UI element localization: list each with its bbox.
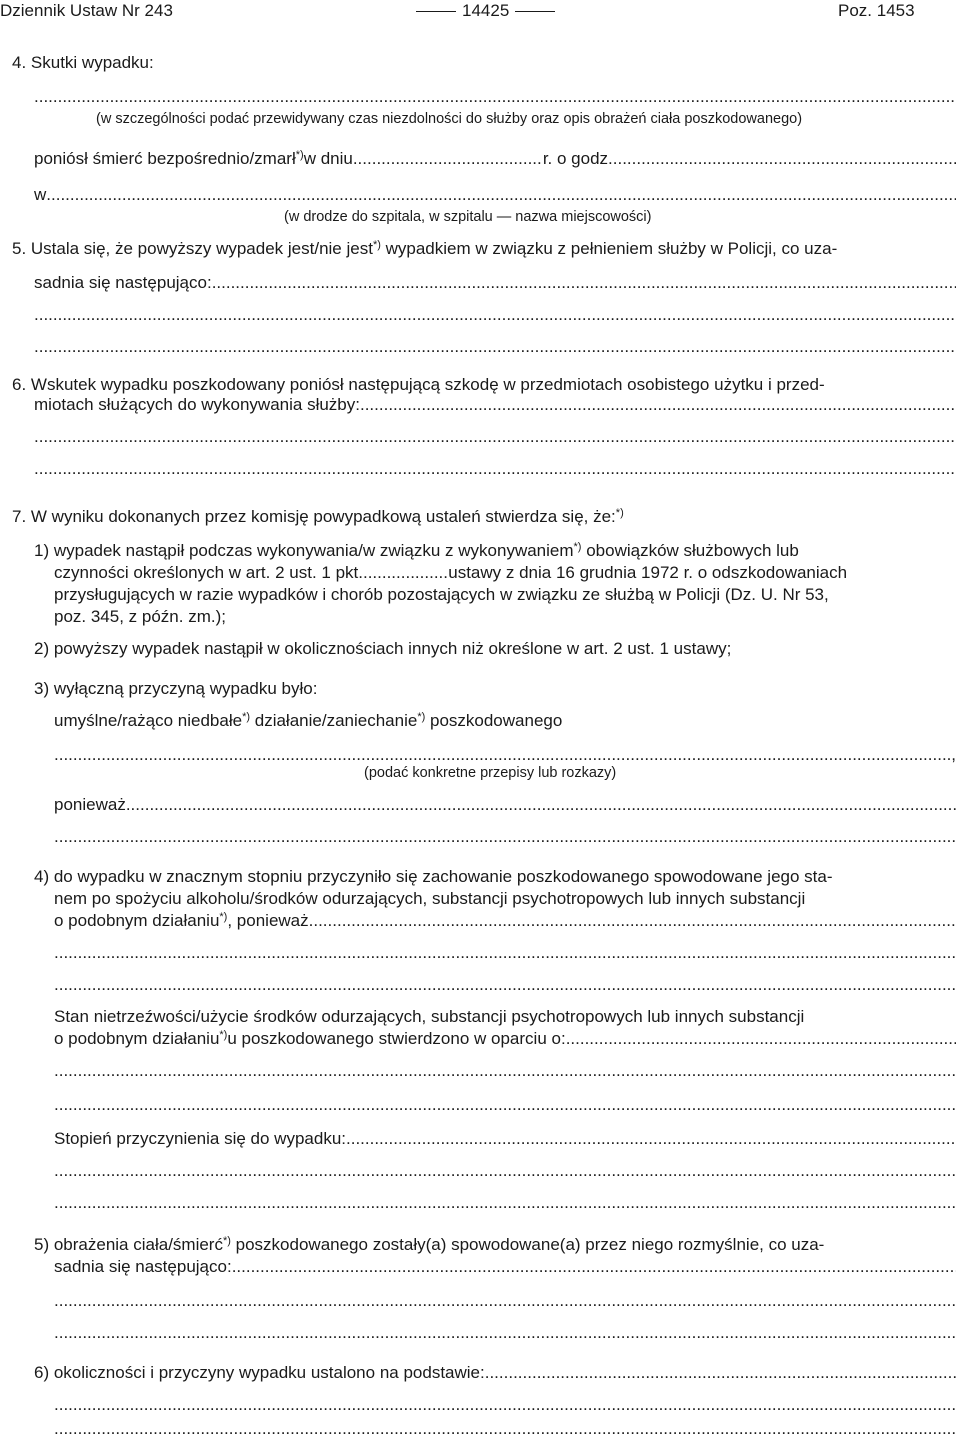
item-3-hint: (podać konkretne przepisy lub rozkazy) <box>364 765 617 781</box>
fill-dots <box>346 1128 956 1150</box>
item-5-line-1 <box>34 1234 824 1258</box>
section-7-text: 7. W wyniku dokonanych przez komisję powypadkową ustaleń stwierdza się, że: <box>12 507 616 526</box>
footnote-mark: *) <box>417 711 426 723</box>
item-3: 3) wyłączną przyczyną wypadku było: <box>34 679 318 698</box>
item-6-text: 6) okoliczności i przyczyny wypadku ustalono na podstawie: <box>34 1363 485 1382</box>
fill-line <box>54 1290 956 1312</box>
degree-line <box>54 1128 956 1150</box>
section-6-line-1: 6. Wskutek wypadku poszkodowany poniósł następującą szkodę w przedmiotach osobistego użytku i przed- <box>12 375 825 394</box>
item-3-because <box>54 794 956 816</box>
footnote-mark: *) <box>242 711 251 723</box>
item-1-line-4: poz. 345, z późn. zm.); <box>54 607 226 626</box>
section-5-text-c: sadnia się następująco: <box>34 273 212 292</box>
fill-line <box>54 1394 956 1416</box>
section-5-text-b: wypadkiem w związku z pełnieniem służby w Policji, co uza- <box>380 239 838 258</box>
section-6-text: miotach służących do wykonywania służby: <box>34 395 360 414</box>
fill-line <box>34 86 956 108</box>
fill-line <box>54 1094 956 1116</box>
item-3-text-c: poszkodowanego <box>425 711 563 730</box>
because-text: ponieważ <box>54 795 126 814</box>
item-1-line-2 <box>54 562 956 584</box>
item-5-text-b: poszkodowanego zostały(a) spowodowane(a) przez niego rozmyślnie, co uza- <box>230 1235 825 1254</box>
section-4-hint: (w szczególności podać przewidywany czas niezdolności do służby oraz opis obrażeń ciała poszkodowanego) <box>96 111 803 127</box>
section-5-line-1 <box>12 238 837 262</box>
page-number-text: 14425 <box>462 1 510 20</box>
fill-line <box>54 1160 956 1182</box>
journal-title: Dziennik Ustaw Nr 243 <box>0 1 173 20</box>
item-4-text-a: o podobnym działaniu <box>54 911 220 930</box>
degree-text: Stopień przyczynienia się do wypadku: <box>54 1129 346 1148</box>
fill-line <box>34 304 956 326</box>
fill-line <box>34 336 956 358</box>
fill-line <box>54 826 956 848</box>
state-text-a: o podobnym działaniu <box>54 1029 220 1048</box>
death-line <box>34 148 956 172</box>
section-4-title: 4. Skutki wypadku: <box>12 53 154 72</box>
item-5-text-c: sadnia się następująco: <box>54 1257 232 1276</box>
item-1-line-1 <box>34 540 799 564</box>
item-1-text-d: ustawy z dnia 16 grudnia 1972 r. o odszkodowaniach <box>448 563 848 582</box>
item-4-text-b: , ponieważ <box>227 911 309 930</box>
section-6-line-2 <box>34 394 956 416</box>
footnote-mark: *) <box>615 507 624 519</box>
item-5-text-a: 5) obrażenia ciała/śmierć <box>34 1235 223 1254</box>
footnote-mark: *) <box>295 149 304 161</box>
comma: , <box>951 745 956 764</box>
dash-right <box>515 11 555 12</box>
hour-label: r. o godz. <box>542 149 613 168</box>
fill-line <box>54 974 956 996</box>
footnote-mark: *) <box>222 1235 231 1247</box>
footnote-mark: *) <box>573 541 582 553</box>
footnote-mark: *) <box>372 239 381 251</box>
item-3-text-a: umyślne/rażąco niedbałe <box>54 711 243 730</box>
item-1-text-a: 1) wypadek nastąpił podczas wykonywania/w związku z wykonywaniem <box>34 541 574 560</box>
item-1-text-c: czynności określonych w art. 2 ust. 1 pkt <box>54 563 359 582</box>
fill-line <box>54 1418 956 1440</box>
death-text: poniósł śmierć bezpośrednio/zmarł <box>34 149 296 168</box>
state-line-1: Stan nietrzeźwości/użycie środków odurzających, substancji psychotropowych lub innych substancji <box>54 1007 805 1026</box>
state-text-b: u poszkodowanego stwierdzono w oparciu o: <box>227 1029 566 1048</box>
fill-line <box>34 426 956 448</box>
fill-dots <box>232 1256 956 1278</box>
section-5-text-a: 5. Ustala się, że powyższy wypadek jest/nie jest <box>12 239 373 258</box>
footnote-mark: *) <box>219 1029 228 1041</box>
item-1-text-b: obowiązków służbowych lub <box>581 541 799 560</box>
section-7-title <box>12 506 624 530</box>
item-6-line <box>34 1362 956 1384</box>
item-4-line-2: nem po spożyciu alkoholu/środków odurzających, substancji psychotropowych lub innych substancji <box>54 889 806 908</box>
fill-line <box>54 942 956 964</box>
fill-dots <box>309 910 956 932</box>
item-3-text-b: działanie/zaniechanie <box>250 711 418 730</box>
fill-line <box>34 458 956 480</box>
dash-left <box>416 11 456 12</box>
fill-dots <box>360 394 956 416</box>
place-line <box>34 184 956 206</box>
item-5-line-2 <box>54 1256 956 1278</box>
fill-dots <box>212 272 956 294</box>
item-3-cause <box>54 710 562 734</box>
page-number <box>410 0 561 22</box>
pkt-dots <box>358 562 448 584</box>
date-label: w dniu <box>303 149 353 168</box>
state-line-2 <box>54 1028 956 1052</box>
fill-line <box>54 1192 956 1214</box>
section-5-line-2 <box>34 272 956 294</box>
fill-dots <box>566 1028 956 1050</box>
hour-dots <box>613 148 956 170</box>
fill-line <box>54 1060 956 1082</box>
place-hint: (w drodze do szpitala, w szpitalu — nazwa miejscowości) <box>284 209 652 225</box>
fill-line <box>54 1322 956 1344</box>
fill-dots <box>485 1362 956 1384</box>
item-2: 2) powyższy wypadek nastąpił w okolicznościach innych niż określone w art. 2 ust. 1 ustawy; <box>34 639 732 658</box>
item-4-line-1: 4) do wypadku w znacznym stopniu przyczyniło się zachowanie poszkodowanego spowodowane jego sta- <box>34 867 833 886</box>
fill-dots <box>126 794 956 816</box>
footnote-mark: *) <box>219 911 228 923</box>
item-1-line-3: przysługujących w razie wypadków i chorób pozostających w związku ze służbą w Policji (Dz. U. Nr 53, <box>54 585 829 604</box>
date-dots <box>353 148 543 170</box>
position-number: Poz. 1453 <box>838 1 915 20</box>
place-label: w <box>34 185 47 204</box>
place-dots <box>46 184 956 206</box>
item-4-line-3 <box>54 910 956 934</box>
